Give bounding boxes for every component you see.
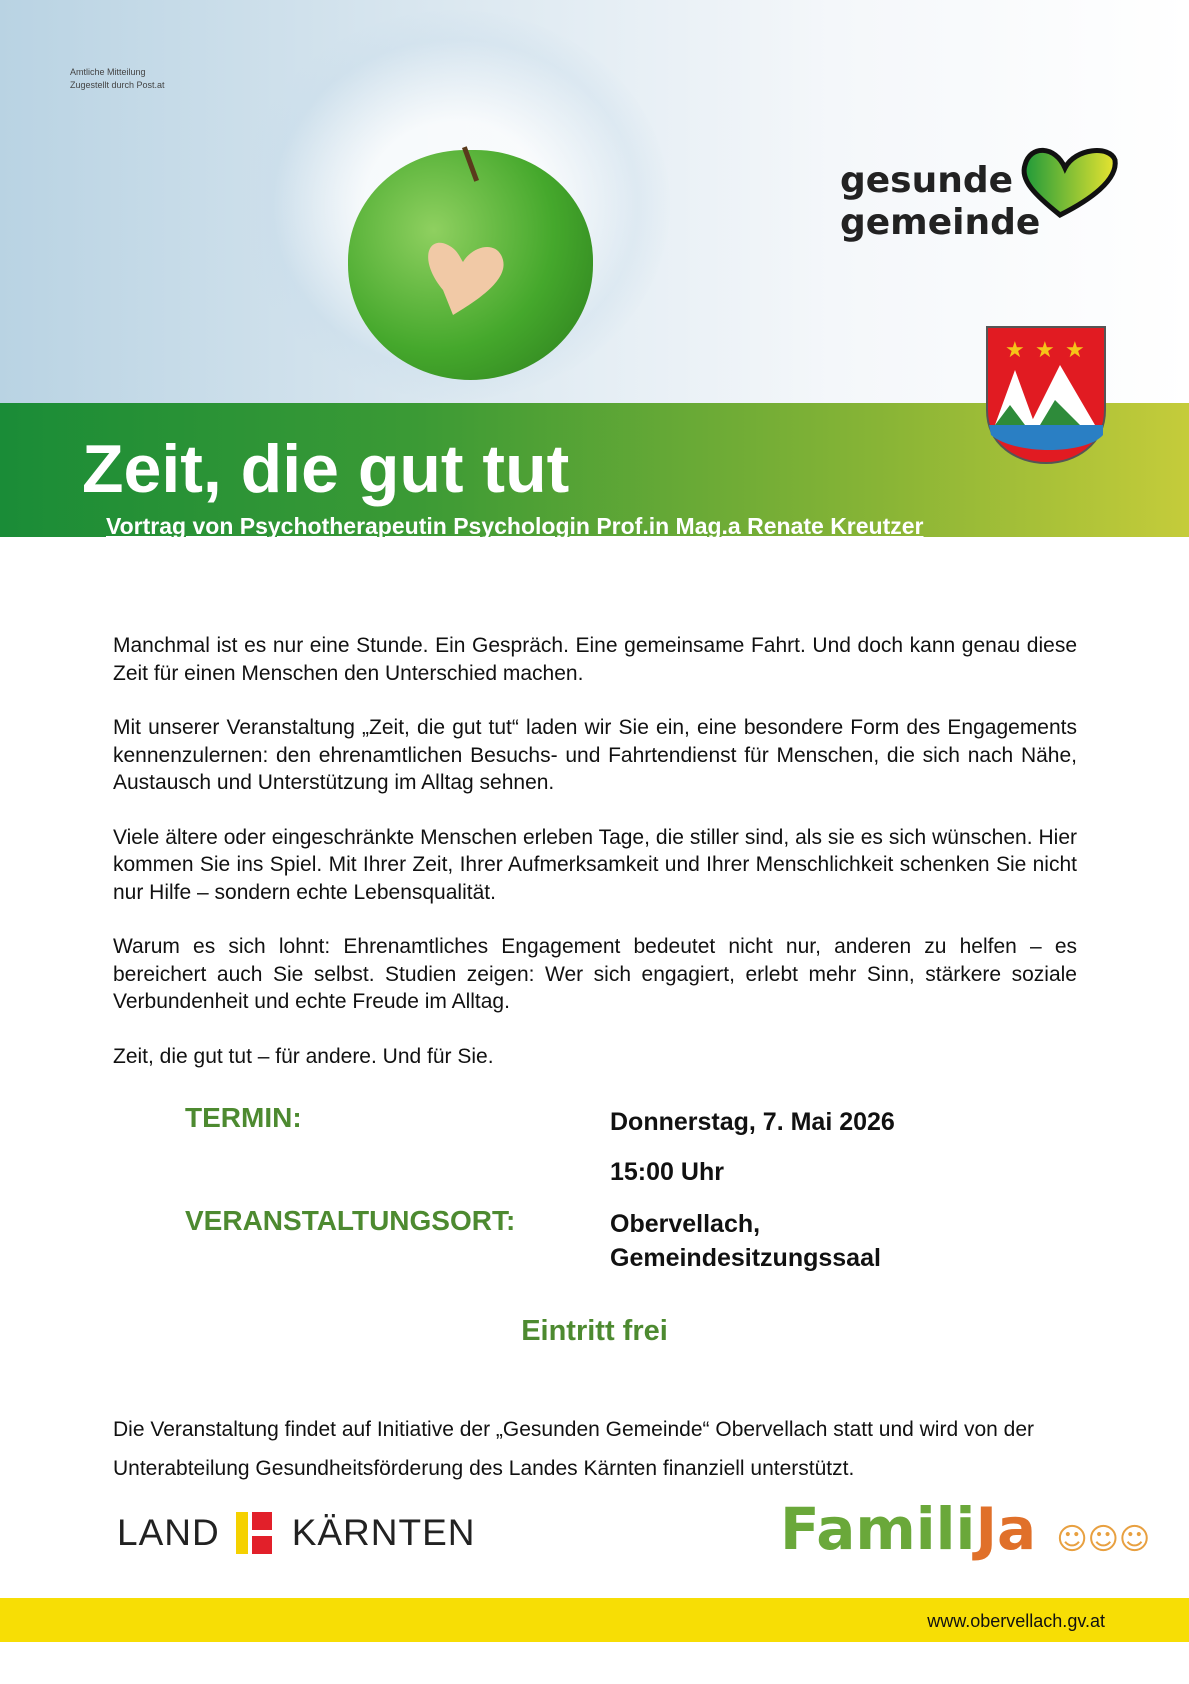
land-kaernten-logo: [117, 1512, 476, 1554]
logo-text: KÄRNTEN: [291, 1512, 476, 1553]
ort-label: VERANSTALTUNGSORT:: [185, 1205, 516, 1236]
event-time: 15:00 Uhr: [610, 1158, 724, 1186]
termin-label: TERMIN:: [185, 1102, 302, 1133]
postal-notice: [70, 66, 165, 92]
body-text: [113, 632, 1077, 1097]
postal-line: Amtliche Mitteilung: [70, 67, 146, 77]
paragraph: Viele ältere oder eingeschränkte Menschen erleben Tage, die stiller sind, als sie es sich wünschen. Hier kommen Sie ins Spiel. Mit Ihrer Zeit, Ihrer Aufmerksamkeit und Ihrer Menschlichkeit schenken Sie nicht nur Hilfe – sondern echte Lebensqualität.: [113, 825, 1077, 904]
logo-text: LAND: [117, 1512, 220, 1553]
admission-free: Eintritt frei: [521, 1315, 668, 1347]
event-location-2: Gemeindesitzungssaal: [610, 1244, 881, 1272]
svg-text:★: ★: [1065, 337, 1085, 362]
svg-text:★: ★: [1005, 337, 1025, 362]
logo-text: Famili: [780, 1495, 976, 1563]
paragraph: Warum es sich lohnt: Ehrenamtliches Engagement bedeutet nicht nur, anderen zu helfen – es bereichert auch Sie selbst. Studien zeigen: Wer sich engagiert, erlebt mehr Sinn, stärkere soziale Verbundenheit und echte Freude im Alltag.: [113, 935, 1077, 1013]
page-subtitle: Vortrag von Psychotherapeutin Psychologin Prof.in Mag.a Renate Kreutzer: [106, 513, 924, 539]
paragraph: Mit unserer Veranstaltung „Zeit, die gut tut“ laden wir Sie ein, eine besondere Form des Engagements kennenzulernen: den ehrenamtlichen Besuchs- und Fahrtendienst für Menschen, die sich nach Nähe, Austausch und Unterstützung im Alltag sehnen.: [113, 716, 1077, 794]
apple-image: [348, 150, 593, 380]
logo-text: Ja: [975, 1495, 1037, 1563]
logo-line: gesunde: [840, 160, 1014, 201]
funding-note: Die Veranstaltung findet auf Initiative der „Gesunden Gemeinde“ Obervellach statt und wird von der Unterabteilung Gesundheitsförderung des Landes Kärnten finanziell unterstützt.: [113, 1418, 1035, 1480]
event-date: Donnerstag, 7. Mai 2026: [610, 1108, 895, 1136]
paragraph: Manchmal ist es nur eine Stunde. Ein Gespräch. Eine gemeinsame Fahrt. Und doch kann genau diese Zeit für einen Menschen den Unterschied machen.: [113, 634, 1077, 685]
familija-logo: [780, 1495, 1150, 1563]
children-icon: ☺☺☺: [1056, 1522, 1151, 1557]
paragraph: Zeit, die gut tut – für andere. Und für Sie.: [113, 1044, 494, 1068]
svg-text:★: ★: [1035, 337, 1055, 362]
page-title: Zeit, die gut tut: [82, 431, 570, 507]
coat-of-arms: [985, 325, 1107, 465]
postal-line: Zugestellt durch Post.at: [70, 80, 165, 90]
logo-line: gemeinde: [840, 202, 1041, 243]
event-location-1: Obervellach,: [610, 1210, 761, 1238]
kaernten-flag-icon: [236, 1512, 276, 1554]
heart-icon: [1010, 140, 1120, 220]
website-link[interactable]: www.obervellach.gv.at: [927, 1611, 1105, 1631]
